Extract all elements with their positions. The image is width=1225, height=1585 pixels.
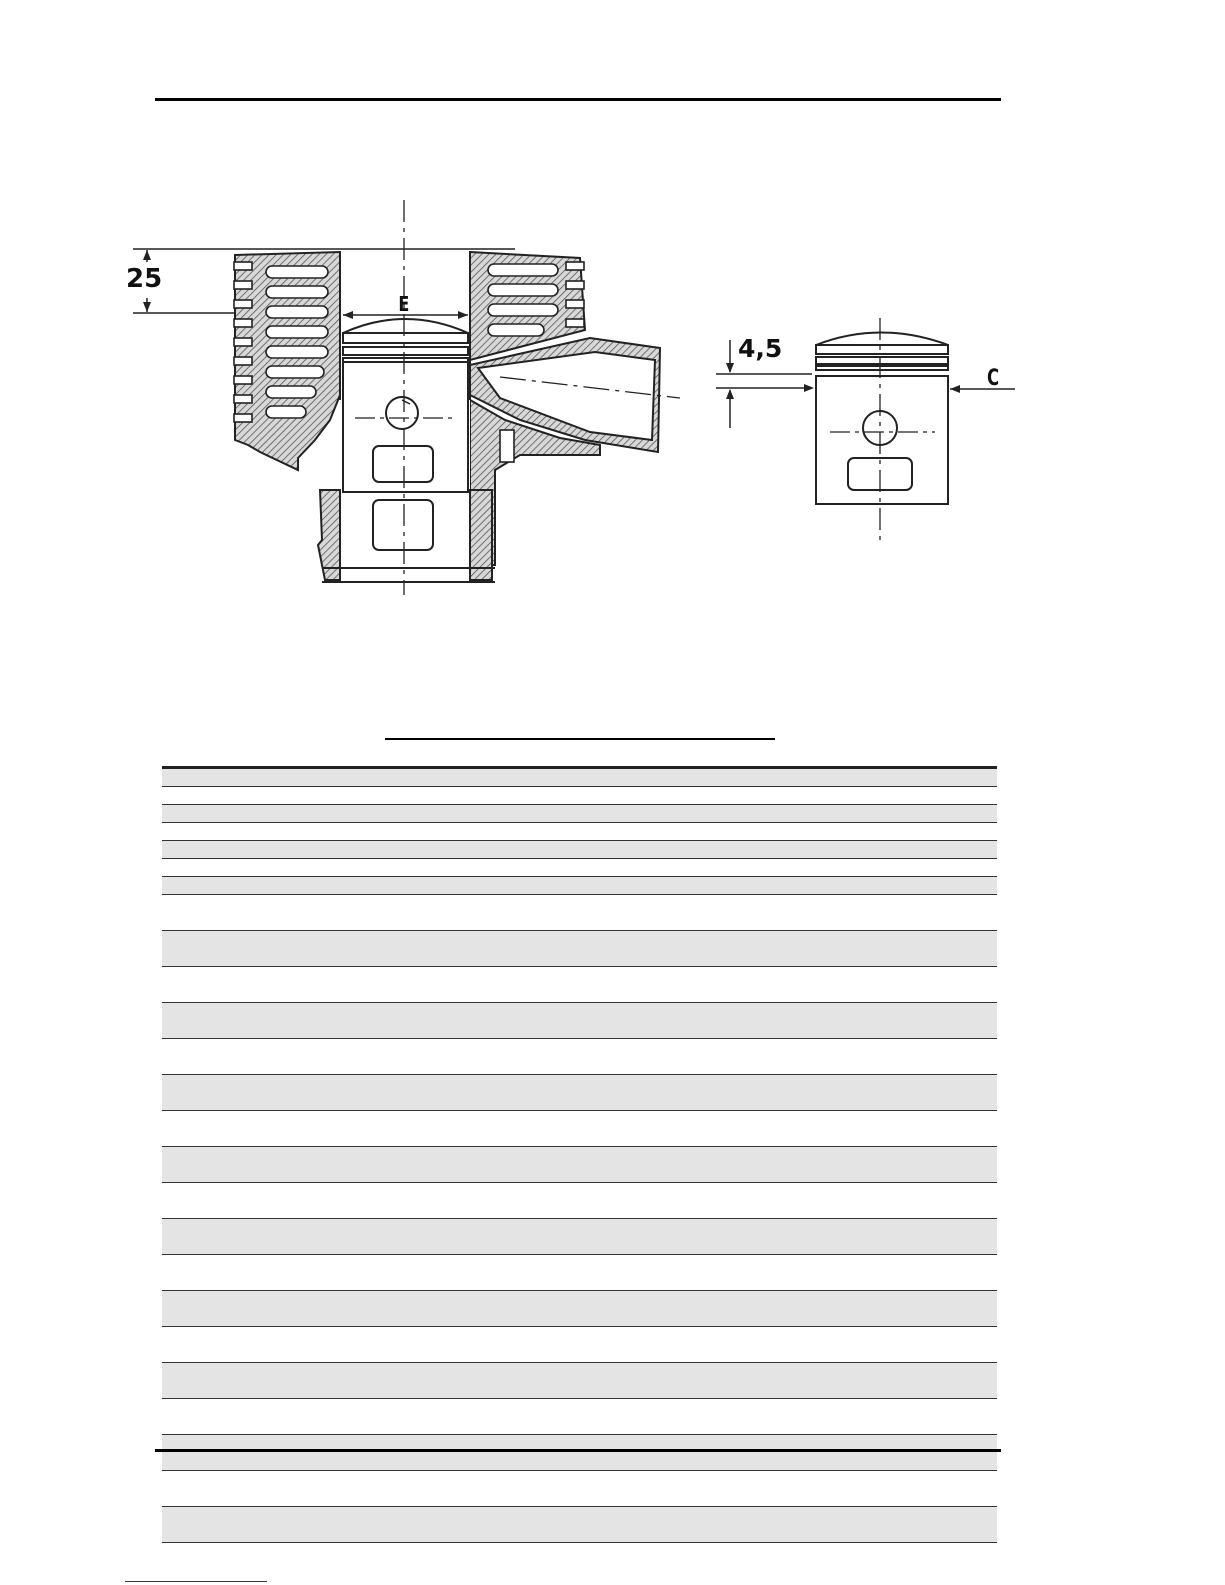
table-cell	[659, 768, 997, 787]
table-cell	[659, 805, 997, 823]
table-cell	[162, 967, 327, 1003]
table-cell	[327, 1291, 659, 1327]
table-cell	[659, 1255, 997, 1291]
table-cell	[162, 1471, 327, 1507]
footer-link-underline[interactable]	[125, 1581, 267, 1582]
table-cell	[327, 1507, 659, 1543]
table-cell	[162, 877, 327, 895]
table-cell	[327, 1435, 659, 1471]
table-cell	[327, 805, 659, 823]
table-cell	[327, 768, 659, 787]
table-cell	[659, 1183, 997, 1219]
table-row	[162, 1291, 997, 1327]
measure-c-label: C	[987, 366, 1000, 391]
table-cell	[327, 895, 659, 931]
table-cell	[659, 1111, 997, 1147]
table-row	[162, 1363, 997, 1399]
table-cell	[659, 841, 997, 859]
table-cell	[162, 1183, 327, 1219]
table-cell	[659, 859, 997, 877]
table-row	[162, 1471, 997, 1507]
bore-e-label: E	[398, 292, 410, 316]
table-cell	[327, 1471, 659, 1507]
table-cell	[659, 1327, 997, 1363]
table-cell	[327, 1003, 659, 1039]
table-cell	[162, 1327, 327, 1363]
table-cell	[659, 1003, 997, 1039]
table-cell	[659, 1075, 997, 1111]
table-row	[162, 841, 997, 859]
table-row	[162, 768, 997, 787]
table-cell	[162, 1399, 327, 1435]
table-cell	[327, 859, 659, 877]
table-cell	[659, 1219, 997, 1255]
table-cell	[162, 1507, 327, 1543]
table-cell	[327, 1219, 659, 1255]
table-row	[162, 1039, 997, 1075]
table-cell	[327, 841, 659, 859]
table-cell	[162, 895, 327, 931]
table-cell	[659, 1291, 997, 1327]
table-cell	[162, 1039, 327, 1075]
table-row	[162, 1147, 997, 1183]
table-cell	[162, 1147, 327, 1183]
table-cell	[659, 877, 997, 895]
footer-rule	[155, 1449, 1001, 1452]
table-cell	[162, 859, 327, 877]
table-cell	[162, 823, 327, 841]
table-cell	[162, 1111, 327, 1147]
table-row	[162, 1507, 997, 1543]
table-cell	[327, 1363, 659, 1399]
table-row	[162, 1399, 997, 1435]
table-cell	[327, 1075, 659, 1111]
table-cell	[659, 967, 997, 1003]
table-cell	[327, 787, 659, 805]
table-cell	[327, 1111, 659, 1147]
table-cell	[162, 768, 327, 787]
table-cell	[162, 1075, 327, 1111]
dimension-25-label: 25	[126, 264, 163, 294]
table-row	[162, 1075, 997, 1111]
table-cell	[162, 787, 327, 805]
table-cell	[659, 1147, 997, 1183]
table-cell	[659, 1471, 997, 1507]
table-row	[162, 895, 997, 931]
table-cell	[327, 967, 659, 1003]
table-row	[162, 877, 997, 895]
table-row	[162, 1435, 997, 1471]
table-cell	[327, 1039, 659, 1075]
table-row	[162, 1183, 997, 1219]
table-row	[162, 859, 997, 877]
table-cell	[327, 1183, 659, 1219]
cylinder-section	[133, 200, 680, 595]
table-title-underline	[385, 738, 775, 740]
table-row	[162, 805, 997, 823]
table-cell	[327, 877, 659, 895]
table-cell	[162, 841, 327, 859]
table-cell	[659, 823, 997, 841]
table-cell	[327, 931, 659, 967]
table-cell	[162, 931, 327, 967]
table-cell	[659, 1399, 997, 1435]
table-cell	[659, 931, 997, 967]
cylinder-piston-drawing	[0, 0, 1225, 700]
table-cell	[327, 823, 659, 841]
table-cell	[162, 1255, 327, 1291]
table-row	[162, 1255, 997, 1291]
table-cell	[162, 1363, 327, 1399]
table-row	[162, 787, 997, 805]
table-cell	[162, 1435, 327, 1471]
table-cell	[659, 787, 997, 805]
table-row	[162, 1111, 997, 1147]
table-cell	[659, 895, 997, 931]
table-row	[162, 823, 997, 841]
table-cell	[659, 1435, 997, 1471]
table-cell	[327, 1147, 659, 1183]
table-row	[162, 1327, 997, 1363]
table-cell	[327, 1327, 659, 1363]
table-cell	[162, 1003, 327, 1039]
table-row	[162, 967, 997, 1003]
table-cell	[659, 1363, 997, 1399]
table-cell	[659, 1507, 997, 1543]
table-cell	[327, 1255, 659, 1291]
spec-table	[162, 766, 997, 1543]
table-cell	[162, 1219, 327, 1255]
table-cell	[659, 1039, 997, 1075]
dimension-4-5-label: 4,5	[738, 334, 783, 363]
table-row	[162, 1003, 997, 1039]
table-cell	[327, 1399, 659, 1435]
table-cell	[162, 1291, 327, 1327]
table-row	[162, 931, 997, 967]
table-cell	[162, 805, 327, 823]
table-row	[162, 1219, 997, 1255]
